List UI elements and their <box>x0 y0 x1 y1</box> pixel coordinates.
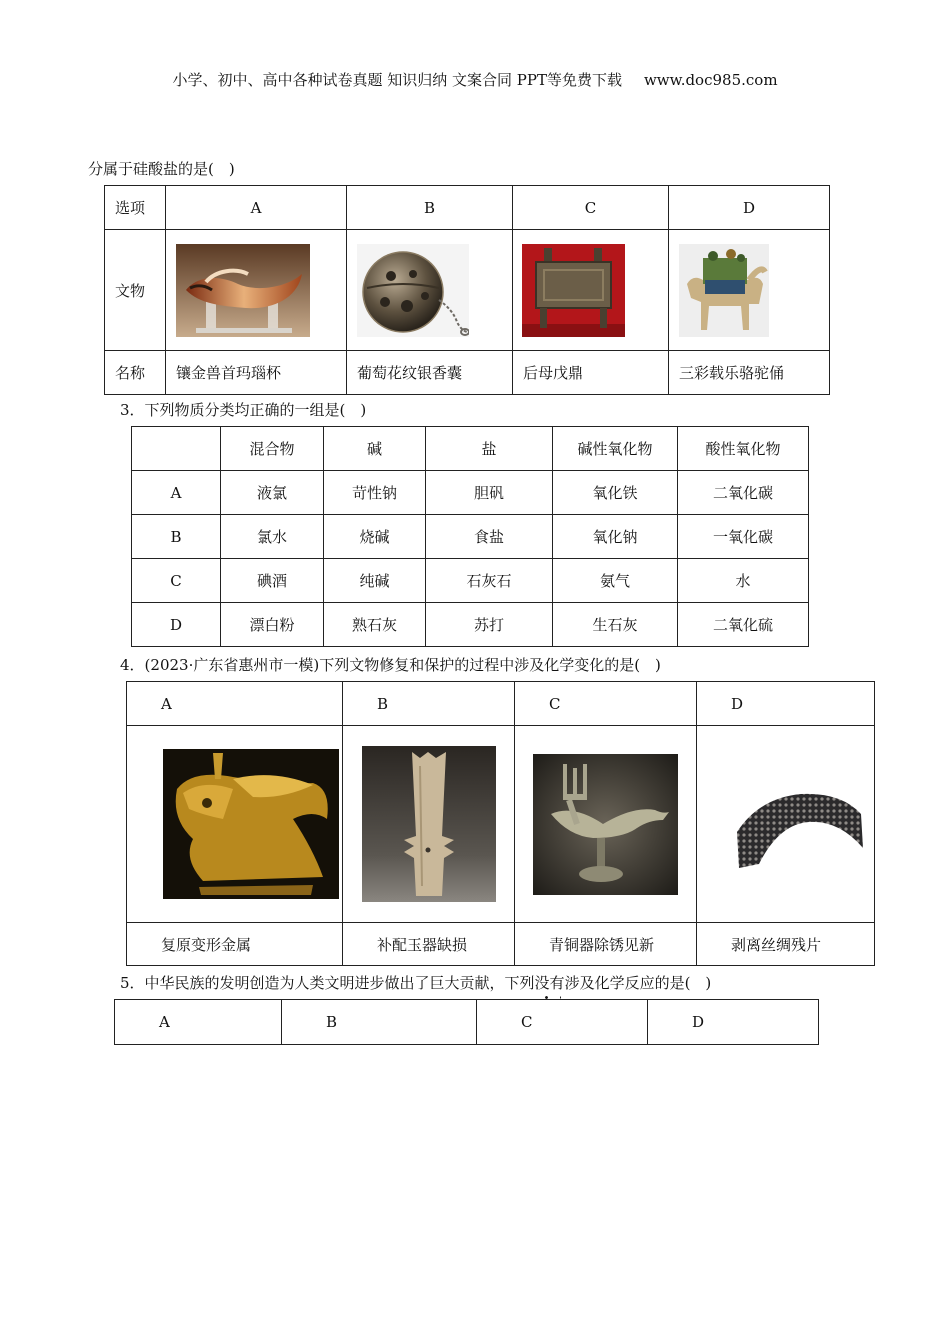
table-row <box>132 559 809 603</box>
q3-stem: 3．下列物质分类均正确的一组是( ) <box>120 401 367 419</box>
q4-artifact-a-cell <box>127 726 343 923</box>
q2-artifact-c-cell <box>513 230 669 351</box>
header-url[interactable]: www.doc985.com <box>643 71 778 89</box>
page-header <box>0 69 950 90</box>
q2-name-d: 三彩载乐骆驼俑 <box>669 351 830 395</box>
q3-cell: 液氯 <box>221 471 324 515</box>
q5-stem-before: 5．中华民族的发明创造为人类文明进步做出了巨大贡献，下列 <box>120 974 535 992</box>
q2-artifact-d-cell <box>669 230 830 351</box>
q2-artifact-a-cell <box>166 230 347 351</box>
q4-artifact-c-cell <box>515 726 697 923</box>
q2-option-c: C <box>513 186 669 230</box>
q3-header-base: 碱 <box>324 427 426 471</box>
q4-option-a: A <box>127 682 343 726</box>
q3-cell: A <box>132 471 221 515</box>
q3-header-acidic-oxide: 酸性氧化物 <box>678 427 809 471</box>
q2-option-b: B <box>347 186 513 230</box>
q3-header-salt: 盐 <box>426 427 553 471</box>
q3-cell: C <box>132 559 221 603</box>
q5-stem-after: 涉及化学反应的是( ) <box>564 974 712 992</box>
q5-option-c: C <box>477 1000 648 1045</box>
q5-table <box>114 999 819 1045</box>
q2-option-a: A <box>166 186 347 230</box>
sancai-camel-photo <box>679 244 769 337</box>
q3-table <box>131 426 809 647</box>
header-slogan: 小学、初中、高中各种试卷真题 知识归纳 文案合同 PPT等免费下载 <box>172 71 622 89</box>
q2-label-artifact: 文物 <box>105 230 166 351</box>
q4-stem: 4．(2023·广东省惠州市一模)下列文物修复和保护的过程中涉及化学变化的是( ) <box>120 656 661 674</box>
q5-stem-emphasis: 没有 <box>534 974 565 992</box>
q2-name-c: 后母戊鼎 <box>513 351 669 395</box>
q3-cell: 胆矾 <box>426 471 553 515</box>
q3-cell: 苏打 <box>426 603 553 647</box>
q2-name-a: 镶金兽首玛瑙杯 <box>166 351 347 395</box>
q5-option-a: A <box>115 1000 282 1045</box>
table-row <box>132 603 809 647</box>
q3-cell: 二氧化硫 <box>678 603 809 647</box>
q3-cell: 食盐 <box>426 515 553 559</box>
q3-cell: 一氧化碳 <box>678 515 809 559</box>
q3-cell: 氯水 <box>221 515 324 559</box>
q4-caption-d: 剥离丝绸残片 <box>697 923 875 966</box>
q4-caption-b: 补配玉器缺损 <box>343 923 515 966</box>
q3-cell: 水 <box>678 559 809 603</box>
q3-cell: 碘酒 <box>221 559 324 603</box>
q3-header-corner <box>132 427 221 471</box>
q3-cell: D <box>132 603 221 647</box>
q4-option-d: D <box>697 682 875 726</box>
bronze-ding-photo <box>522 244 625 337</box>
gold-mask-photo <box>163 749 339 899</box>
q3-cell: 纯碱 <box>324 559 426 603</box>
silk-fragment-photo <box>729 772 867 876</box>
q2-table <box>104 185 830 395</box>
q3-cell: 氨气 <box>553 559 678 603</box>
q5-option-d: D <box>648 1000 819 1045</box>
q3-cell: 氧化铁 <box>553 471 678 515</box>
q4-caption-a: 复原变形金属 <box>127 923 343 966</box>
q4-table <box>126 681 875 966</box>
q4-option-b: B <box>343 682 515 726</box>
q2-option-d: D <box>669 186 830 230</box>
q3-cell: B <box>132 515 221 559</box>
agate-cup-photo <box>176 244 310 337</box>
table-row <box>132 471 809 515</box>
q4-artifact-d-cell <box>697 726 875 923</box>
q2-name-b: 葡萄花纹银香囊 <box>347 351 513 395</box>
q2-artifact-b-cell <box>347 230 513 351</box>
table-row <box>132 515 809 559</box>
q3-header-mixture: 混合物 <box>221 427 324 471</box>
bronze-bird-photo <box>533 754 678 895</box>
q3-cell: 氧化钠 <box>553 515 678 559</box>
q4-option-c: C <box>515 682 697 726</box>
q2-label-option: 选项 <box>105 186 166 230</box>
q2-stem: 分属于硅酸盐的是( ) <box>88 160 235 178</box>
q3-cell: 石灰石 <box>426 559 553 603</box>
q3-cell: 烧碱 <box>324 515 426 559</box>
q3-cell: 熟石灰 <box>324 603 426 647</box>
q3-header-basic-oxide: 碱性氧化物 <box>553 427 678 471</box>
q5-stem <box>120 972 711 993</box>
jade-blade-photo <box>362 746 496 902</box>
q4-artifact-b-cell <box>343 726 515 923</box>
q3-cell: 漂白粉 <box>221 603 324 647</box>
q3-cell: 苛性钠 <box>324 471 426 515</box>
q2-label-name: 名称 <box>105 351 166 395</box>
q4-caption-c: 青铜器除锈见新 <box>515 923 697 966</box>
silver-sachet-photo <box>357 244 469 337</box>
q3-cell: 生石灰 <box>553 603 678 647</box>
q3-cell: 二氧化碳 <box>678 471 809 515</box>
q5-option-b: B <box>282 1000 477 1045</box>
